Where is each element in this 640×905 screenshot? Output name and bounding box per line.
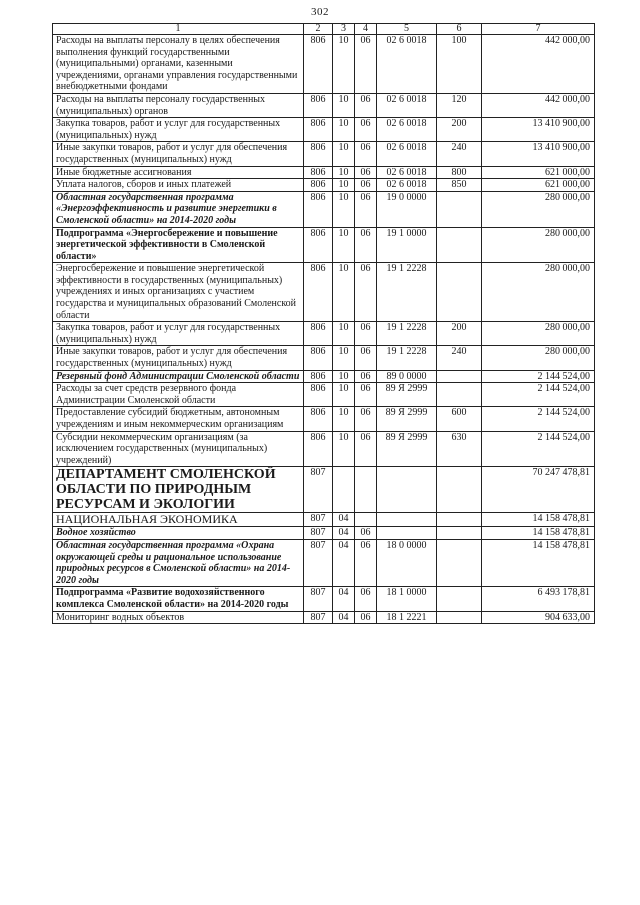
row-expense-type: 600: [437, 407, 482, 431]
row-amount: 14 158 478,81: [482, 513, 595, 527]
table-row: [53, 467, 595, 513]
row-target-article: 18 1 0000: [377, 587, 437, 611]
row-amount: 280 000,00: [482, 191, 595, 227]
row-expense-type: [437, 467, 482, 513]
row-name: ДЕПАРТАМЕНТ СМОЛЕНСКОЙ ОБЛАСТИ ПО ПРИРОДНЫМ РЕСУРСАМ И ЭКОЛОГИИ: [53, 467, 304, 513]
row-name: Предоставление субсидий бюджетным, автономным учреждениям и иным некоммерческим организациям: [53, 407, 304, 431]
row-section-code: 10: [333, 383, 355, 407]
row-target-article: 18 1 2221: [377, 611, 437, 624]
row-grbs-code: 806: [304, 322, 333, 346]
row-name: Расходы за счет средств резервного фонда Администрации Смоленской области: [53, 383, 304, 407]
table-row: [53, 166, 595, 179]
row-name: Уплата налогов, сборов и иных платежей: [53, 179, 304, 192]
row-target-article: 89 Я 2999: [377, 407, 437, 431]
row-expense-type: [437, 383, 482, 407]
row-name: НАЦИОНАЛЬНАЯ ЭКОНОМИКА: [53, 513, 304, 527]
table-row: [53, 383, 595, 407]
row-amount: 14 158 478,81: [482, 539, 595, 586]
row-target-article: 02 6 0018: [377, 166, 437, 179]
table-header-row: [53, 24, 595, 35]
row-grbs-code: 806: [304, 431, 333, 467]
row-amount: 6 493 178,81: [482, 587, 595, 611]
row-target-article: 02 6 0018: [377, 35, 437, 94]
header-col-5: 5: [377, 24, 437, 35]
row-subsection-code: 06: [355, 142, 377, 166]
row-section-code: [333, 467, 355, 513]
row-amount: 2 144 524,00: [482, 431, 595, 467]
row-subsection-code: [355, 467, 377, 513]
row-name: Мониторинг водных объектов: [53, 611, 304, 624]
row-subsection-code: 06: [355, 370, 377, 383]
row-subsection-code: 06: [355, 587, 377, 611]
row-grbs-code: 806: [304, 166, 333, 179]
row-expense-type: [437, 513, 482, 527]
row-grbs-code: 807: [304, 467, 333, 513]
row-expense-type: [437, 587, 482, 611]
row-subsection-code: 06: [355, 539, 377, 586]
row-expense-type: 120: [437, 93, 482, 117]
row-name: Энергосбережение и повышение энергетической эффективности в государственных (муниципальных) учреждениях и иных организациях с участием государства и муниципальных образований Смоленской области: [53, 263, 304, 322]
row-expense-type: 240: [437, 142, 482, 166]
table-row: [53, 263, 595, 322]
row-expense-type: [437, 527, 482, 540]
row-expense-type: 200: [437, 118, 482, 142]
table-row: [53, 35, 595, 94]
row-target-article: 89 0 0000: [377, 370, 437, 383]
row-subsection-code: 06: [355, 93, 377, 117]
header-col-1: 1: [53, 24, 304, 35]
row-name: Иные бюджетные ассигнования: [53, 166, 304, 179]
table-row: [53, 513, 595, 527]
row-target-article: [377, 513, 437, 527]
row-subsection-code: 06: [355, 227, 377, 263]
row-grbs-code: 807: [304, 539, 333, 586]
row-section-code: 10: [333, 166, 355, 179]
row-target-article: 02 6 0018: [377, 93, 437, 117]
row-subsection-code: 06: [355, 166, 377, 179]
table-row: [53, 322, 595, 346]
row-subsection-code: 06: [355, 346, 377, 370]
row-grbs-code: 806: [304, 383, 333, 407]
row-section-code: 04: [333, 513, 355, 527]
table-body: [53, 24, 595, 624]
table-row: [53, 227, 595, 263]
row-expense-type: 800: [437, 166, 482, 179]
row-amount: 621 000,00: [482, 166, 595, 179]
row-subsection-code: 06: [355, 322, 377, 346]
row-subsection-code: 06: [355, 263, 377, 322]
row-expense-type: [437, 370, 482, 383]
row-target-article: 19 1 0000: [377, 227, 437, 263]
row-section-code: 10: [333, 118, 355, 142]
table-row: [53, 527, 595, 540]
row-amount: 280 000,00: [482, 227, 595, 263]
table-row: [53, 346, 595, 370]
row-amount: 2 144 524,00: [482, 370, 595, 383]
row-subsection-code: 06: [355, 611, 377, 624]
row-name: Расходы на выплаты персоналу в целях обеспечения выполнения функций государственными (муниципальными) органами, казенными учреждениями, органами управления государственными внебюджетными фондами: [53, 35, 304, 94]
row-grbs-code: 806: [304, 93, 333, 117]
row-grbs-code: 806: [304, 346, 333, 370]
row-amount: 904 633,00: [482, 611, 595, 624]
row-section-code: 04: [333, 527, 355, 540]
row-subsection-code: 06: [355, 383, 377, 407]
row-section-code: 10: [333, 431, 355, 467]
row-target-article: 02 6 0018: [377, 142, 437, 166]
row-grbs-code: 807: [304, 611, 333, 624]
row-section-code: 10: [333, 407, 355, 431]
row-expense-type: [437, 191, 482, 227]
row-target-article: 02 6 0018: [377, 118, 437, 142]
row-expense-type: [437, 611, 482, 624]
row-expense-type: 850: [437, 179, 482, 192]
row-name: Резервный фонд Администрации Смоленской области: [53, 370, 304, 383]
row-name: Субсидии некоммерческим организациям (за исключением государственных (муниципальных) учреждений): [53, 431, 304, 467]
row-section-code: 10: [333, 227, 355, 263]
row-grbs-code: 806: [304, 191, 333, 227]
row-grbs-code: 806: [304, 118, 333, 142]
row-amount: 280 000,00: [482, 322, 595, 346]
row-name: Водное хозяйство: [53, 527, 304, 540]
row-name: Иные закупки товаров, работ и услуг для обеспечения государственных (муниципальных) нужд: [53, 142, 304, 166]
header-col-3: 3: [333, 24, 355, 35]
row-target-article: 02 6 0018: [377, 179, 437, 192]
row-grbs-code: 807: [304, 587, 333, 611]
table-row: [53, 118, 595, 142]
header-col-7: 7: [482, 24, 595, 35]
row-expense-type: 200: [437, 322, 482, 346]
row-name: Иные закупки товаров, работ и услуг для обеспечения государственных (муниципальных) нужд: [53, 346, 304, 370]
row-name: Расходы на выплаты персоналу государственных (муниципальных) органов: [53, 93, 304, 117]
row-name: Подпрограмма «Развитие водохозяйственного комплекса Смоленской области» на 2014-2020 годы: [53, 587, 304, 611]
table-row: [53, 539, 595, 586]
row-grbs-code: 806: [304, 227, 333, 263]
row-grbs-code: 806: [304, 142, 333, 166]
row-expense-type: 240: [437, 346, 482, 370]
row-expense-type: 100: [437, 35, 482, 94]
row-target-article: 18 0 0000: [377, 539, 437, 586]
row-target-article: 19 1 2228: [377, 322, 437, 346]
row-grbs-code: 806: [304, 263, 333, 322]
row-section-code: 10: [333, 370, 355, 383]
row-section-code: 10: [333, 142, 355, 166]
row-target-article: 89 Я 2999: [377, 431, 437, 467]
row-target-article: [377, 527, 437, 540]
row-grbs-code: 806: [304, 407, 333, 431]
row-name: Областная государственная программа «Охрана окружающей среды и рациональное использование природных ресурсов в Смоленской области» на 2014-2020 годы: [53, 539, 304, 586]
header-col-4: 4: [355, 24, 377, 35]
row-amount: 621 000,00: [482, 179, 595, 192]
row-amount: 70 247 478,81: [482, 467, 595, 513]
budget-table: [52, 23, 595, 624]
row-target-article: 19 1 2228: [377, 263, 437, 322]
table-row: [53, 191, 595, 227]
row-amount: 13 410 900,00: [482, 118, 595, 142]
table-row: [53, 407, 595, 431]
row-name: Закупка товаров, работ и услуг для государственных (муниципальных) нужд: [53, 118, 304, 142]
row-grbs-code: 806: [304, 179, 333, 192]
row-section-code: 04: [333, 539, 355, 586]
row-section-code: 10: [333, 35, 355, 94]
row-section-code: 10: [333, 322, 355, 346]
row-target-article: 89 Я 2999: [377, 383, 437, 407]
table-row: [53, 370, 595, 383]
row-subsection-code: 06: [355, 191, 377, 227]
table-row: [53, 93, 595, 117]
table-row: [53, 179, 595, 192]
row-amount: 442 000,00: [482, 93, 595, 117]
header-col-2: 2: [304, 24, 333, 35]
row-grbs-code: 807: [304, 513, 333, 527]
page-number: 302: [311, 6, 329, 18]
row-section-code: 10: [333, 179, 355, 192]
row-target-article: [377, 467, 437, 513]
row-amount: 280 000,00: [482, 263, 595, 322]
row-amount: 2 144 524,00: [482, 407, 595, 431]
row-amount: 442 000,00: [482, 35, 595, 94]
row-subsection-code: 06: [355, 179, 377, 192]
row-amount: 2 144 524,00: [482, 383, 595, 407]
row-expense-type: [437, 263, 482, 322]
row-expense-type: [437, 227, 482, 263]
table-row: [53, 611, 595, 624]
row-subsection-code: 06: [355, 35, 377, 94]
row-grbs-code: 806: [304, 370, 333, 383]
row-subsection-code: 06: [355, 407, 377, 431]
table-row: [53, 142, 595, 166]
row-amount: 280 000,00: [482, 346, 595, 370]
row-subsection-code: 06: [355, 527, 377, 540]
row-section-code: 10: [333, 346, 355, 370]
row-section-code: 04: [333, 587, 355, 611]
row-grbs-code: 807: [304, 527, 333, 540]
row-target-article: 19 1 2228: [377, 346, 437, 370]
row-name: Областная государственная программа «Энергоэффективность и развитие энергетики в Смоленской области» на 2014-2020 годы: [53, 191, 304, 227]
row-subsection-code: [355, 513, 377, 527]
row-subsection-code: 06: [355, 431, 377, 467]
row-section-code: 10: [333, 191, 355, 227]
row-amount: 13 410 900,00: [482, 142, 595, 166]
row-section-code: 10: [333, 263, 355, 322]
header-col-6: 6: [437, 24, 482, 35]
row-expense-type: [437, 539, 482, 586]
row-section-code: 10: [333, 93, 355, 117]
row-grbs-code: 806: [304, 35, 333, 94]
row-amount: 14 158 478,81: [482, 527, 595, 540]
row-expense-type: 630: [437, 431, 482, 467]
row-target-article: 19 0 0000: [377, 191, 437, 227]
table-row: [53, 431, 595, 467]
row-name: Закупка товаров, работ и услуг для государственных (муниципальных) нужд: [53, 322, 304, 346]
row-section-code: 04: [333, 611, 355, 624]
table-row: [53, 587, 595, 611]
row-name: Подпрограмма «Энергосбережение и повышение энергетической эффективности в Смоленской области»: [53, 227, 304, 263]
row-subsection-code: 06: [355, 118, 377, 142]
